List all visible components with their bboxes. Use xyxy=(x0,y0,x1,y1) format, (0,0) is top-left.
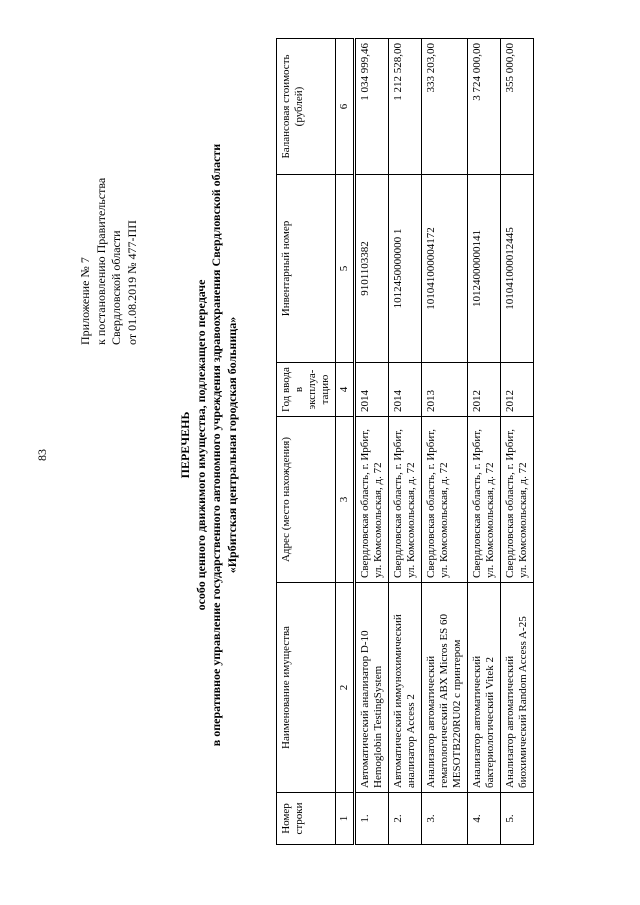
cell-inventory: 9101103382 xyxy=(355,175,389,363)
cell-name: Анализатор автоматический бактериологический Vitek 2 xyxy=(468,583,501,793)
column-number: 3 xyxy=(336,417,355,583)
cell-cost: 333 203,00 xyxy=(422,39,468,175)
column-number: 2 xyxy=(336,583,355,793)
column-number-row xyxy=(336,39,355,845)
cell-cost: 355 000,00 xyxy=(501,39,534,175)
cell-inventory: 1012450000000 1 xyxy=(389,175,422,363)
column-number: 4 xyxy=(336,363,355,417)
appendix-line: Свердловской области xyxy=(109,230,123,345)
cell-row-number: 2. xyxy=(389,793,422,845)
table-row xyxy=(355,39,389,845)
appendix-note xyxy=(78,85,140,345)
appendix-line: от 01.08.2019 № 477-ПП xyxy=(124,220,139,345)
table-row xyxy=(389,39,422,845)
cell-row-number: 5. xyxy=(501,793,534,845)
title-line: особо ценного движимого имущества, подлежащего передаче xyxy=(193,279,208,611)
table-row xyxy=(468,39,501,845)
cell-row-number: 3. xyxy=(422,793,468,845)
table-header-row xyxy=(277,39,336,845)
cell-inventory: 10124000000141 xyxy=(468,175,501,363)
cell-name: Автоматический иммунохимический анализатор Access 2 xyxy=(389,583,422,793)
title-heading: ПЕРЕЧЕНЬ xyxy=(178,411,192,479)
column-number: 5 xyxy=(336,175,355,363)
table-row xyxy=(501,39,534,845)
cell-year: 2014 xyxy=(389,363,422,417)
title-line: в оперативное управление государственного автономного учреждения здравоохранения Свердловской области xyxy=(209,143,223,747)
cell-inventory: 101041000012445 xyxy=(501,175,534,363)
header-inventory: Инвентарный номер xyxy=(277,175,336,363)
cell-address: Свердловская область, г. Ирбит, ул. Комсомольская, д. 72 xyxy=(501,417,534,583)
cell-row-number: 4. xyxy=(468,793,501,845)
cell-inventory: 101041000004172 xyxy=(422,175,468,363)
column-number: 1 xyxy=(336,793,355,845)
cell-address: Свердловская область, г. Ирбит, ул. Комсомольская, д. 72 xyxy=(468,417,501,583)
property-table xyxy=(276,38,534,845)
header-year: Год ввода в эксплуа-тацию xyxy=(277,363,336,417)
cell-address: Свердловская область, г. Ирбит, ул. Комсомольская, д. 72 xyxy=(422,417,468,583)
header-row-number: Номер строки xyxy=(277,793,336,845)
column-number: 6 xyxy=(336,39,355,175)
cell-cost: 3 724 000,00 xyxy=(468,39,501,175)
header-cost: Балансовая стоимость (рублей) xyxy=(277,39,336,175)
cell-year: 2013 xyxy=(422,363,468,417)
document-title xyxy=(178,65,240,825)
header-address: Адрес (место нахождения) xyxy=(277,417,336,583)
appendix-line: Приложение № 7 xyxy=(78,257,92,345)
cell-address: Свердловская область, г. Ирбит, ул. Комсомольская, д. 72 xyxy=(355,417,389,583)
cell-row-number: 1. xyxy=(355,793,389,845)
cell-name: Автоматический анализатор D-10 Hemoglobin TestingSystem xyxy=(355,583,389,793)
cell-cost: 1 034 999,46 xyxy=(355,39,389,175)
cell-cost: 1 212 528,00 xyxy=(389,39,422,175)
cell-year: 2012 xyxy=(501,363,534,417)
table-row xyxy=(422,39,468,845)
page-number: 83 xyxy=(35,449,49,461)
cell-address: Свердловская область, г. Ирбит, ул. Комсомольская, д. 72 xyxy=(389,417,422,583)
cell-year: 2012 xyxy=(468,363,501,417)
header-name: Наименование имущества xyxy=(277,583,336,793)
appendix-line: к постановлению Правительства xyxy=(93,177,108,345)
title-line: «Ирбитская центральная городская больница» xyxy=(224,316,239,574)
cell-year: 2014 xyxy=(355,363,389,417)
cell-name: Анализатор автоматический гематологический ABX Micros ES 60 MESOTB220RU02 с принтером xyxy=(422,583,468,793)
cell-name: Анализатор автоматический биохимический Random Access A-25 xyxy=(501,583,534,793)
